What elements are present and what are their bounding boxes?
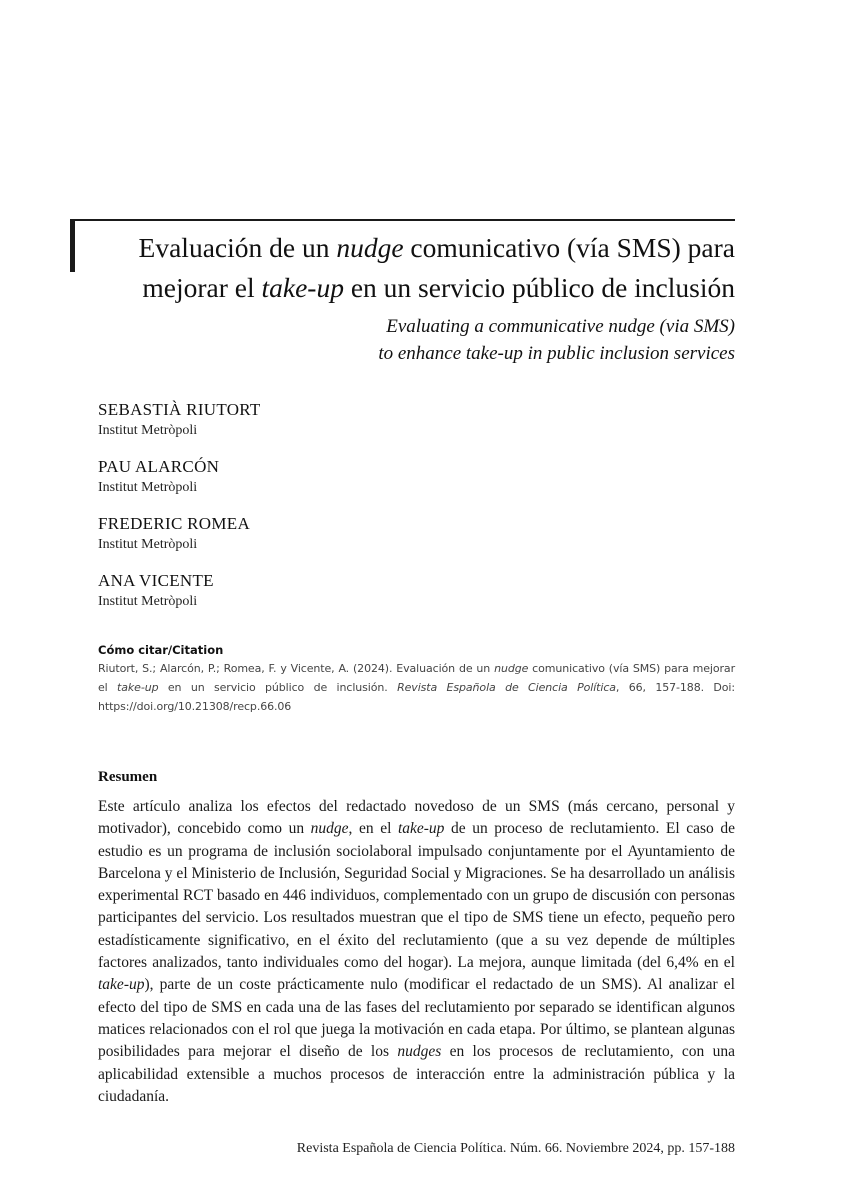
- abstract-body: [98, 796, 735, 1108]
- author-name: SEBASTIÀ RIUTORT: [98, 400, 261, 419]
- abstract-part: , en el: [348, 820, 398, 838]
- title-spanish: [95, 228, 735, 308]
- abstract-part: en los procesos de reclutamiento, con una aplicabilidad extensible a muchos procesos de interacción entre la administración pública y la ciudadanía.: [98, 1043, 735, 1105]
- citation-block: [98, 641, 735, 716]
- author-affiliation: Institut Metròpoli: [98, 594, 198, 609]
- citation-part: en un servicio público de inclusión.: [158, 681, 398, 694]
- citation-part: comunicativo (vía SMS) para mejorar el: [98, 662, 735, 694]
- title-es-text-3: mejorar el: [142, 272, 262, 303]
- author-affiliation: Institut Metròpoli: [98, 480, 198, 495]
- author-name: FREDERIC ROMEA: [98, 514, 251, 533]
- citation-italic-takeup: take-up: [117, 681, 159, 694]
- author-name: PAU ALARCÓN: [98, 457, 220, 476]
- abstract-heading: Resumen: [98, 769, 158, 785]
- abstract-italic: take-up: [98, 976, 145, 994]
- author-name: ANA VICENTE: [98, 571, 214, 590]
- title-es-italic-nudge: nudge: [336, 232, 404, 263]
- title-es-text-2: comunicativo (vía SMS) para: [403, 232, 735, 263]
- author-entry: [98, 456, 698, 513]
- citation-text: [98, 659, 735, 716]
- abstract-italic: nudges: [397, 1043, 442, 1061]
- abstract-part: ), parte de un coste prácticamente nulo (modificar el redactado de un SMS). Al analizar el efecto del tipo de SMS en cada una de las fases del reclutamiento por separado se identifican algunos matices relacionados con el rol que juega la motivación en cada etapa. Por último, se plantean algunas posibilidades para mejorar el diseño de los: [98, 976, 735, 1061]
- author-list: [98, 399, 698, 627]
- title-english: [300, 313, 735, 367]
- citation-heading: Cómo citar/Citation: [98, 643, 224, 657]
- abstract-part: de un proceso de reclutamiento. El caso de estudio es un programa de inclusión sociolaboral impulsado conjuntamente por el Ayuntamiento de Barcelona y el Ministerio de Inclusión, Seguridad Social y Migraciones. Se ha desarrollado un análisis experimental RCT basado en 446 individuos, complementado con un grupo de discusión con personas participantes del servicio. Los resultados muestran que el tipo de SMS tiene un efecto, pequeño pero estadísticamente significativo, en el éxito del reclutamiento (que a su vez depende de múltiples factores analizados, tanto individuales como del hogar). La mejora, aunque limitada (del 6,4% en el: [98, 820, 735, 972]
- author-entry: [98, 513, 698, 570]
- title-en-line: to enhance take-up in public inclusion services: [378, 343, 735, 364]
- abstract-part: Este artículo analiza los efectos del redactado novedoso de un SMS (más cercano, personal y motivador), concebido como un: [98, 798, 735, 838]
- author-affiliation: Institut Metròpoli: [98, 537, 198, 552]
- author-affiliation: Institut Metròpoli: [98, 423, 198, 438]
- abstract-italic: nudge: [310, 820, 349, 838]
- title-es-text-1: Evaluación de un: [138, 232, 337, 263]
- title-left-bar: [70, 219, 75, 272]
- title-en-line: Evaluating a communicative nudge (via SMS): [386, 316, 735, 337]
- page-footer: Revista Española de Ciencia Política. Núm. 66. Noviembre 2024, pp. 157-188: [296, 1141, 735, 1156]
- title-top-rule: [70, 219, 735, 221]
- abstract-italic: take-up: [397, 820, 445, 838]
- citation-italic-nudge: nudge: [494, 662, 529, 675]
- citation-journal-name: Revista Española de Ciencia Política: [397, 681, 616, 694]
- author-entry: [98, 399, 698, 456]
- citation-part: Riutort, S.; Alarcón, P.; Romea, F. y Vicente, A. (2024). Evaluación de un: [98, 662, 495, 675]
- title-es-italic-takeup: take-up: [261, 272, 344, 303]
- title-es-text-4: en un servicio público de inclusión: [343, 272, 735, 303]
- citation-doi: , 66, 157-188. Doi: https://doi.org/10.21308/recp.66.06: [98, 681, 735, 713]
- author-entry: [98, 570, 698, 627]
